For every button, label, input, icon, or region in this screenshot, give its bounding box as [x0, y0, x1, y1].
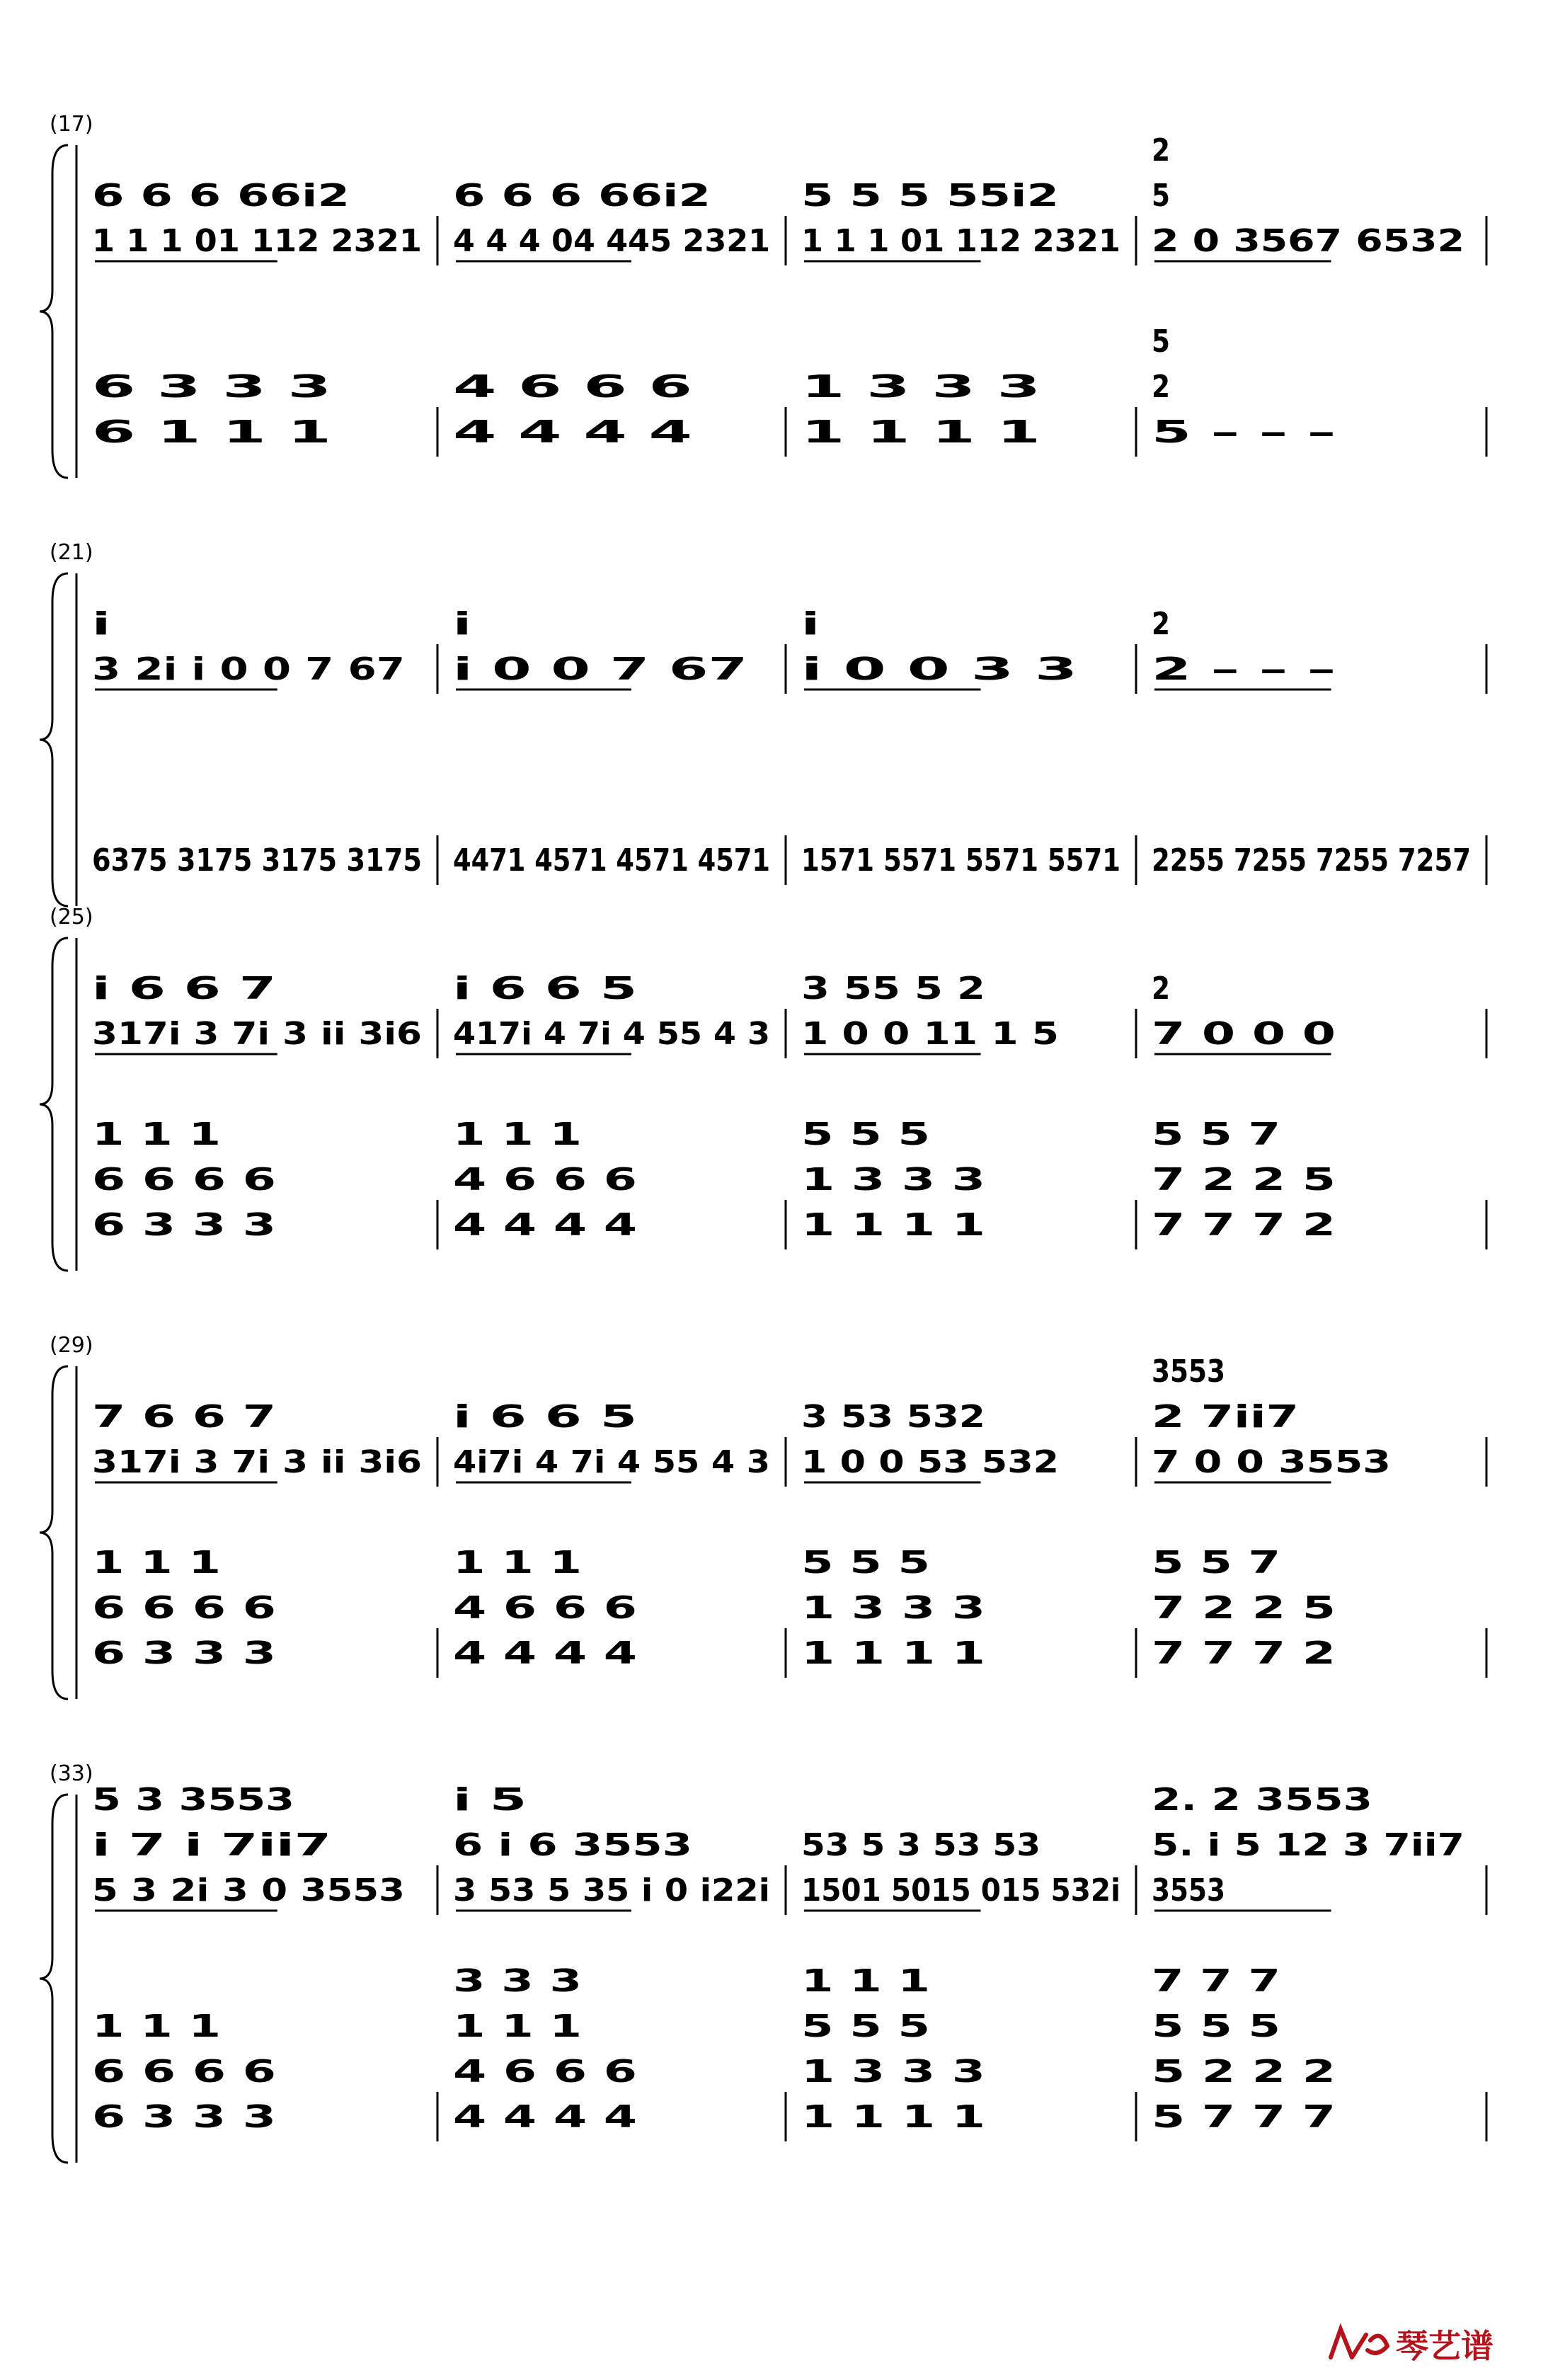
upper-voice-line: 3 53 5 35 i 0 i22i — [453, 1872, 770, 1909]
upper-voice-line: 5 — [1152, 178, 1170, 214]
grand-staff-brace — [40, 1366, 68, 1699]
upper-voice-line: 5. i 5 12 3 7ii7 — [1152, 1827, 1464, 1863]
lower-voice-line: 2 — [1152, 369, 1170, 405]
upper-voice-line: i 6 6 5 — [453, 971, 637, 1007]
upper-voice-line: 5 5 5 55i2 — [801, 178, 1059, 214]
lower-voice-line: 5 – – – — [1152, 414, 1336, 450]
upper-voice-line: 317i 3 7i 3 ii 3i6 — [92, 1444, 422, 1480]
lower-voice-line: 4 4 4 4 — [453, 2099, 637, 2135]
lower-voice-line: 5 5 7 — [1152, 1116, 1280, 1152]
upper-voice-line: i 6 6 7 — [92, 971, 276, 1007]
logo — [1331, 2327, 1493, 2365]
grand-staff-brace — [40, 1795, 68, 2163]
lower-voice-line: 5 5 5 — [801, 1545, 930, 1581]
upper-voice-line: 5 3 3553 — [92, 1782, 294, 1818]
lower-voice-line: 4 6 6 6 — [453, 1590, 637, 1626]
upper-voice-line: i — [92, 606, 110, 642]
upper-voice-line: 1 1 1 01 112 2321 — [92, 223, 422, 259]
upper-voice-line: 6 i 6 3553 — [453, 1827, 692, 1863]
upper-voice-line: 1 0 0 53 532 — [801, 1444, 1059, 1480]
lower-voice-line: 1 1 1 1 — [801, 1207, 985, 1243]
lower-voice-line: 5 7 7 7 — [1152, 2099, 1336, 2135]
upper-voice-line: 2 — [1152, 606, 1170, 642]
upper-voice-line: 3553 — [1152, 1872, 1225, 1909]
lower-voice-line: 1 1 1 1 — [801, 2099, 985, 2135]
upper-voice-line: 6 6 6 66i2 — [92, 178, 350, 214]
upper-voice-line: 1 1 1 01 112 2321 — [801, 223, 1120, 259]
lower-voice-line: 6 3 3 3 — [92, 1635, 276, 1671]
upper-voice-line: 53 5 3 53 53 — [801, 1827, 1040, 1863]
upper-voice-line: 1501 5015 015 532i — [801, 1872, 1120, 1909]
lower-voice-line: 5 5 5 — [1152, 2008, 1280, 2044]
lower-voice-line: 4 4 4 4 — [453, 1635, 637, 1671]
upper-voice-line: 4i7i 4 7i 4 55 4 3 — [453, 1444, 770, 1480]
upper-voice-line: 3 53 532 — [801, 1399, 985, 1435]
upper-voice-line: i 6 6 5 — [453, 1399, 637, 1435]
notation-layer — [40, 112, 1486, 2163]
lower-voice-line: 7 7 7 2 — [1152, 1635, 1336, 1671]
upper-voice-line: i 0 0 3 3 — [801, 651, 1077, 687]
lower-voice-line: 1 3 3 3 — [801, 1162, 985, 1198]
lower-voice-line: 5 5 5 — [801, 1116, 930, 1152]
lower-voice-line: 5 5 7 — [1152, 1545, 1280, 1581]
lower-voice-line: 6 3 3 3 — [92, 1207, 276, 1243]
lower-voice-line: 4471 4571 4571 4571 — [453, 842, 770, 879]
upper-voice-line: i — [801, 606, 820, 642]
upper-voice-line: 2 — [1152, 971, 1170, 1007]
lower-voice-line: 6 6 6 6 — [92, 1590, 276, 1626]
lower-voice-line: 4 4 4 4 — [453, 1207, 637, 1243]
upper-voice-line: 7 0 0 0 — [1152, 1016, 1336, 1052]
lower-voice-line: 1 3 3 3 — [801, 2054, 985, 2090]
upper-voice-line: 2. 2 3553 — [1152, 1782, 1372, 1818]
lower-voice-line: 7 7 7 2 — [1152, 1207, 1336, 1243]
measure-number: (29) — [50, 1333, 93, 1358]
upper-voice-line: 3 55 5 2 — [801, 971, 985, 1007]
lower-voice-line: 4 6 6 6 — [453, 369, 692, 405]
upper-voice-line: 317i 3 7i 3 ii 3i6 — [92, 1016, 422, 1052]
lower-voice-line: 1 3 3 3 — [801, 369, 1040, 405]
measure-number: (21) — [50, 540, 93, 565]
upper-voice-line: 3 2i i 0 0 7 67 — [92, 651, 405, 687]
upper-voice-line: 2 7ii7 — [1152, 1399, 1299, 1435]
upper-voice-line: 3553 — [1152, 1354, 1225, 1390]
lower-voice-line: 4 4 4 4 — [453, 414, 692, 450]
measure-number: (33) — [50, 1761, 93, 1786]
upper-voice-line: 4 4 4 04 445 2321 — [453, 223, 770, 259]
grand-staff-brace — [40, 145, 68, 478]
lower-voice-line: 5 — [1152, 324, 1170, 360]
lower-voice-line: 6 1 1 1 — [92, 414, 331, 450]
upper-voice-line: i 5 — [453, 1782, 527, 1818]
lower-voice-line: 3 3 3 — [453, 1963, 582, 1999]
lower-voice-line: 1 1 1 — [453, 1545, 582, 1581]
logo-mark-icon — [1331, 2329, 1387, 2357]
upper-voice-line: 2 — [1152, 132, 1170, 168]
lower-voice-line: 1 1 1 — [92, 1545, 221, 1581]
lower-voice-line: 1 1 1 1 — [801, 1635, 985, 1671]
lower-voice-line: 5 5 5 — [801, 2008, 930, 2044]
lower-voice-line: 6 6 6 6 — [92, 2054, 276, 2090]
lower-voice-line: 6 6 6 6 — [92, 1162, 276, 1198]
upper-voice-line: 7 0 0 3553 — [1152, 1444, 1391, 1480]
upper-voice-line: 417i 4 7i 4 55 4 3 — [453, 1016, 770, 1052]
upper-voice-line: 2 0 3567 6532 — [1152, 223, 1464, 259]
lower-voice-line: 7 7 7 — [1152, 1963, 1280, 1999]
lower-voice-line: 5 2 2 2 — [1152, 2054, 1336, 2090]
upper-voice-line: i — [453, 606, 471, 642]
lower-voice-line: 1 1 1 — [453, 1116, 582, 1152]
measure-number: (25) — [50, 905, 93, 929]
upper-voice-line: 7 6 6 7 — [92, 1399, 276, 1435]
lower-voice-line: 1 3 3 3 — [801, 1590, 985, 1626]
upper-voice-line: i 0 0 7 67 — [453, 651, 747, 687]
measure-number: (17) — [50, 112, 93, 137]
lower-voice-line: 1 1 1 — [92, 2008, 221, 2044]
lower-voice-line: 6 3 3 3 — [92, 369, 331, 405]
logo-text: 琴艺谱 — [1396, 2327, 1493, 2365]
lower-voice-line: 1 1 1 1 — [801, 414, 1040, 450]
lower-voice-line: 1 1 1 — [92, 1116, 221, 1152]
lower-voice-line: 2255 7255 7255 7257 — [1152, 842, 1471, 879]
lower-voice-line: 7 2 2 5 — [1152, 1590, 1336, 1626]
upper-voice-line: 1 0 0 11 1 5 — [801, 1016, 1059, 1052]
lower-voice-line: 7 2 2 5 — [1152, 1162, 1336, 1198]
lower-voice-line: 6375 3175 3175 3175 — [92, 842, 422, 879]
upper-voice-line: 5 3 2i 3 0 3553 — [92, 1872, 405, 1909]
lower-voice-line: 1571 5571 5571 5571 — [801, 842, 1120, 879]
grand-staff-brace — [40, 938, 68, 1271]
grand-staff-brace — [40, 573, 68, 906]
upper-voice-line: 6 6 6 66i2 — [453, 178, 711, 214]
upper-voice-line: i 7 i 7ii7 — [92, 1827, 331, 1863]
upper-voice-line: 2 – – – — [1152, 651, 1336, 687]
lower-voice-line: 4 6 6 6 — [453, 1162, 637, 1198]
lower-voice-line: 4 6 6 6 — [453, 2054, 637, 2090]
lower-voice-line: 1 1 1 — [453, 2008, 582, 2044]
lower-voice-line: 1 1 1 — [801, 1963, 930, 1999]
lower-voice-line: 6 3 3 3 — [92, 2099, 276, 2135]
